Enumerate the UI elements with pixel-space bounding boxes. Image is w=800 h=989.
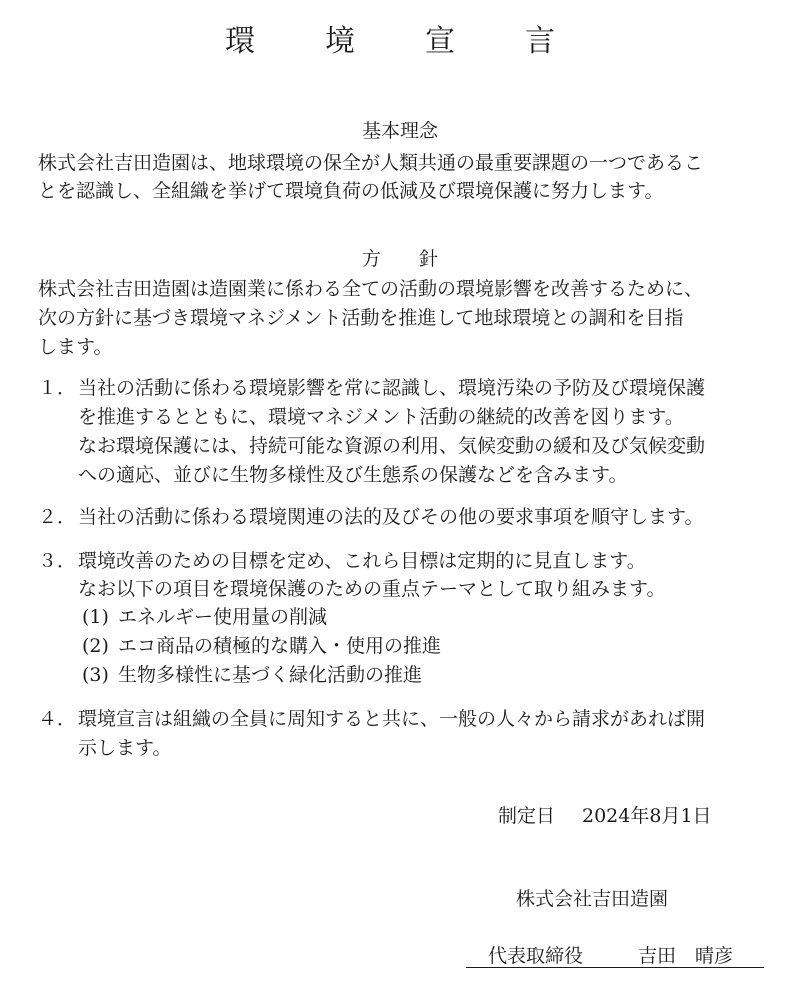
- subitem-1-number: (1): [82, 606, 109, 628]
- subitem-3-number: (3): [82, 664, 109, 686]
- item-3-line-1: 環境改善のための目標を定め、これら目標は定期的に見直します。: [78, 550, 646, 572]
- policy-line-1: 株式会社吉田造園は造園業に係わる全ての活動の環境影響を改善するために、: [38, 278, 704, 300]
- item-4-number: ４．: [38, 708, 77, 730]
- subitem-2-number: (2): [82, 635, 109, 657]
- item-2-number: ２．: [38, 506, 77, 528]
- date-value: 2024年8月1日: [582, 805, 712, 827]
- item-4-line-2: 示します。: [78, 737, 172, 759]
- company-name: 株式会社吉田造園: [516, 888, 669, 910]
- item-1-line-4: への適応、並びに生物多様性及び生態系の保護などを含みます。: [78, 464, 628, 486]
- item-4-line-1: 環境宣言は組織の全員に周知すると共に、一般の人々から請求があれば開: [78, 708, 706, 730]
- subitem-2-text: エコ商品の積極的な購入・使用の推進: [118, 635, 442, 657]
- item-3-line-2: なお以下の項目を環境保護のための重点テーマとして取り組みます。: [78, 578, 666, 600]
- policy-heading: 方 針: [361, 248, 438, 270]
- philosophy-line-2: とを認識し、全組織を挙げて環境負荷の低減及び環境保護に努力します。: [38, 180, 664, 202]
- item-1-number: １．: [38, 377, 77, 399]
- item-1-line-1: 当社の活動に係わる環境影響を常に認識し、環境汚染の予防及び環境保護: [78, 377, 706, 399]
- representative-name: 吉田 晴彦: [638, 945, 734, 967]
- item-1-line-3: なお環境保護には、持続可能な資源の利用、気候変動の緩和及び気候変動: [78, 435, 706, 457]
- page-title: 環 境 宣 言: [225, 24, 575, 59]
- policy-line-3: します。: [38, 336, 113, 358]
- philosophy-line-1: 株式会社吉田造園は、地球環境の保全が人類共通の最重要課題の一つであるこ: [38, 152, 704, 174]
- item-2-line-1: 当社の活動に係わる環境関連の法的及びその他の要求事項を順守します。: [78, 506, 704, 528]
- philosophy-heading: 基本理念: [361, 120, 438, 142]
- item-3-number: ３．: [38, 550, 77, 572]
- item-1-line-2: を推進するとともに、環境マネジメント活動の継続的改善を図ります。: [78, 406, 684, 428]
- subitem-1-text: エネルギー使用量の削減: [118, 606, 328, 628]
- representative-title: 代表取締役: [488, 945, 584, 967]
- policy-line-2: 次の方針に基づき環境マネジメント活動を推進して地球環境との調和を目指: [38, 307, 684, 329]
- signature-underline: [466, 967, 764, 968]
- date-label: 制定日: [498, 805, 556, 827]
- subitem-3-text: 生物多様性に基づく緑化活動の推進: [118, 664, 423, 686]
